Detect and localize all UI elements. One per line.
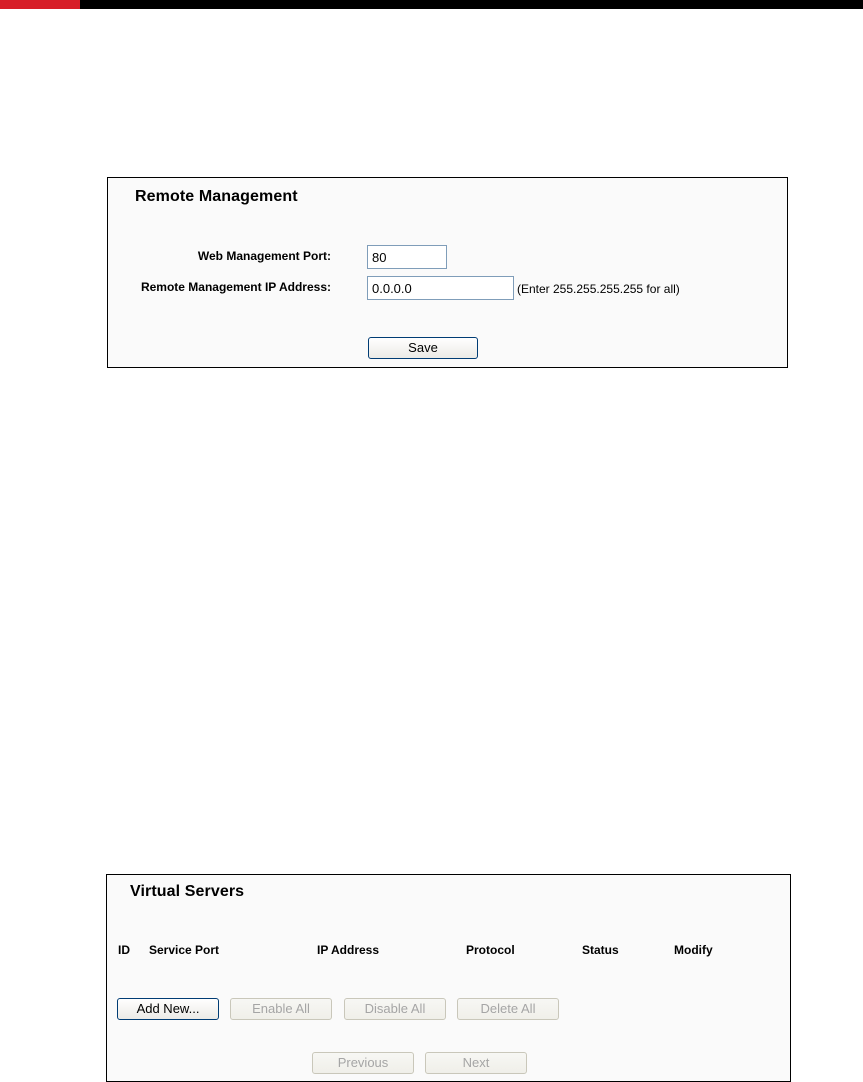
column-header-status: Status: [582, 943, 619, 957]
enable-all-button[interactable]: Enable All: [230, 998, 332, 1020]
delete-all-button[interactable]: Delete All: [457, 998, 559, 1020]
ip-hint-text: (Enter 255.255.255.255 for all): [517, 282, 680, 296]
remote-management-ip-input[interactable]: [367, 276, 514, 300]
column-header-modify: Modify: [674, 943, 713, 957]
previous-button[interactable]: Previous: [312, 1052, 414, 1074]
top-bar-accent: [0, 0, 80, 9]
save-button[interactable]: Save: [368, 337, 478, 359]
next-button[interactable]: Next: [425, 1052, 527, 1074]
panel-title: Virtual Servers: [130, 883, 245, 900]
column-header-protocol: Protocol: [466, 943, 515, 957]
column-header-id: ID: [118, 943, 130, 957]
disable-all-button[interactable]: Disable All: [344, 998, 446, 1020]
virtual-servers-panel: [106, 874, 791, 1082]
add-new-button[interactable]: Add New...: [117, 998, 219, 1020]
remote-management-panel: [107, 177, 788, 368]
remote-management-ip-label: Remote Management IP Address:: [140, 280, 331, 294]
column-header-ip-address: IP Address: [317, 943, 380, 957]
web-management-port-input[interactable]: [367, 245, 447, 269]
top-bar: [0, 0, 863, 9]
column-header-service-port: Service Port: [149, 943, 220, 957]
panel-title: Remote Management: [135, 188, 298, 205]
web-management-port-label: Web Management Port:: [197, 249, 331, 263]
